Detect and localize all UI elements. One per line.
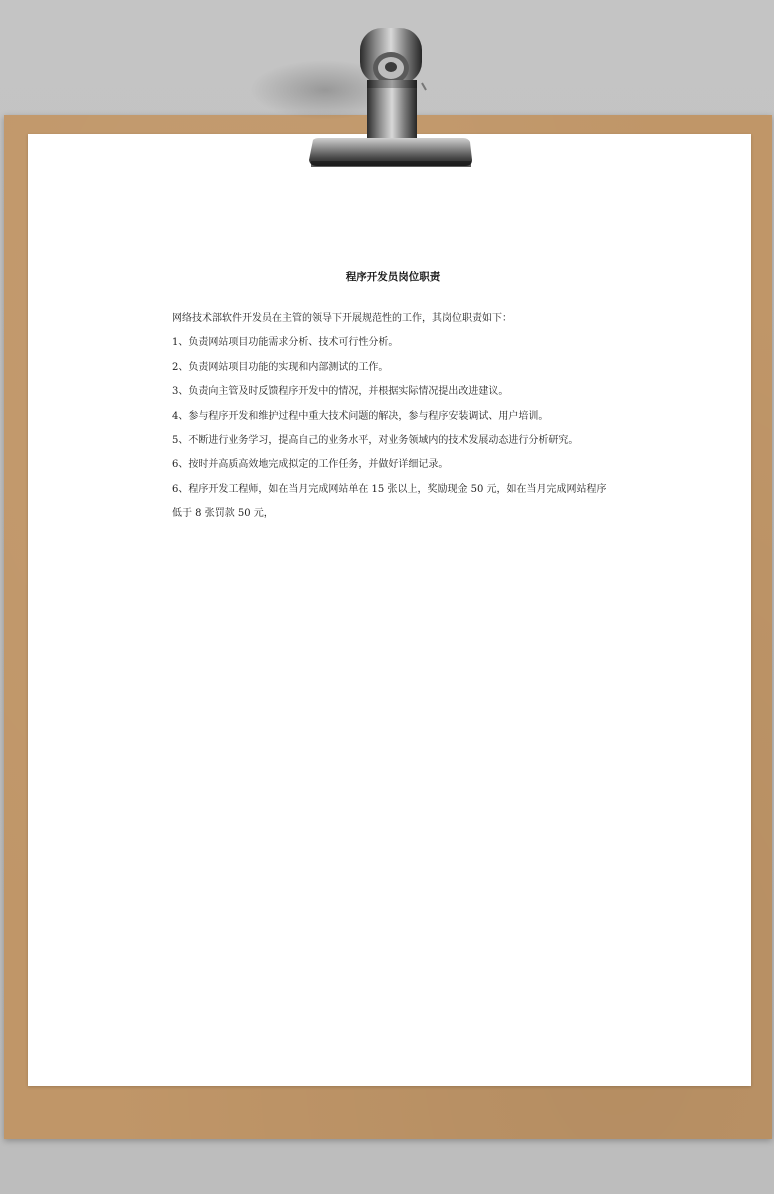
document-intro: 网络技术部软件开发员在主管的领导下开展规范性的工作，其岗位职责如下： [172, 313, 512, 324]
document-title: 程序开发员岗位职责 [345, 271, 441, 283]
list-item: 1、负责网站项目功能需求分析、技术可行性分析。 [172, 337, 399, 349]
list-item: 6、程序开发工程师，如在当月完成网站单在 15 张以上，奖励现金 50 元，如在当月完成网站程序低于 8 张罚款 50 元， [172, 483, 607, 520]
list-item: 3、负责向主管及时反馈程序开发中的情况，并根据实际情况提出改进建议。 [172, 386, 509, 398]
binder-clip-icon [305, 28, 475, 178]
list-item: 4、参与程序开发和维护过程中重大技术问题的解决，参与程序安装调试、用户培训。 [172, 410, 549, 422]
document-body [172, 307, 612, 527]
list-item: 2、负责网站项目功能的实现和内部测试的工作。 [172, 361, 389, 373]
list-item: 6、按时并高质高效地完成拟定的工作任务，并做好详细记录。 [172, 459, 449, 471]
list-item: 5、不断进行业务学习，提高自己的业务水平，对业务领域内的技术发展动态进行分析研究。 [172, 435, 579, 447]
